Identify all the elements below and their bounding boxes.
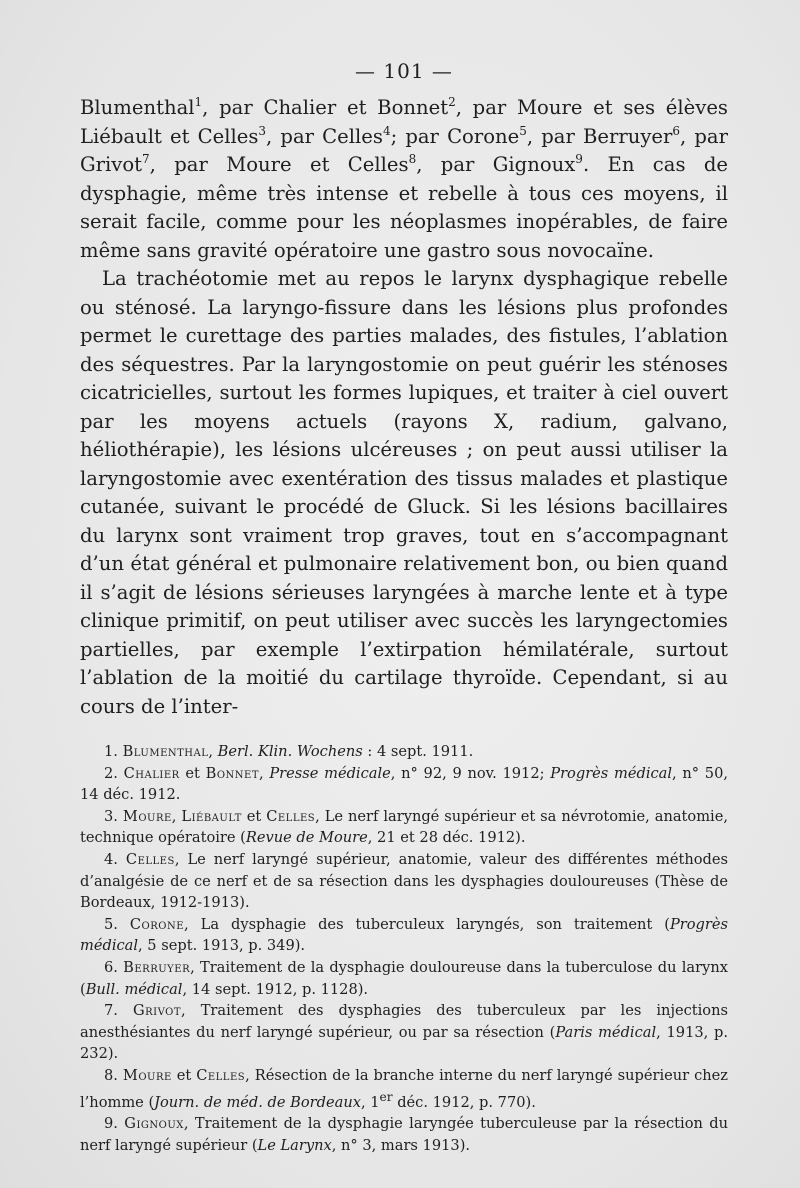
text-run: 4. <box>104 850 126 868</box>
footnote <box>80 763 728 806</box>
footnote <box>80 1000 728 1065</box>
text-run: 8. <box>104 1066 123 1084</box>
text-run: ; par Corone <box>390 124 520 148</box>
text-run: , Le nerf laryngé supérieur, anatomie, valeur des différentes méthodes d’analgésie de ce nerf et de sa résection dans les dysphagies douloureuses (Thèse de Bordeaux, 1912-1913). <box>80 850 728 912</box>
footnote <box>80 741 728 763</box>
body-paragraph <box>80 265 728 721</box>
text-run: , Traitement de la dysphagie laryngée tuberculeuse par la résection du nerf laryngé supérieur ( <box>80 1114 728 1154</box>
footnote-marker: 3 <box>258 123 267 138</box>
footnote-marker: er <box>379 1089 393 1104</box>
footnote-marker: 7 <box>142 152 150 166</box>
footnote <box>80 1065 728 1113</box>
author-name: Celles <box>196 1066 246 1084</box>
text-run: . En cas de dysphagie, même très intense et rebelle à tous ces moyens, il serait facile, comme pour les néoplasmes inopérables, de faire même sans gravité opératoire une gastro sous novocaïne. <box>80 153 728 262</box>
source-title: Le Larynx <box>257 1136 332 1154</box>
footnote <box>80 1113 728 1156</box>
text-run: , 1913, p. 232). <box>80 1023 728 1063</box>
text-run: , n° 92, 9 nov. 1912; <box>390 764 551 782</box>
text-run: , n° 50, 14 déc. 1912. <box>80 764 728 804</box>
text-run: : 4 sept. 1911. <box>362 743 474 760</box>
source-title: Revue de Moure <box>245 829 368 847</box>
text-run: , par Chalier et Bonnet <box>202 96 449 119</box>
text-run: , par Gignoux <box>416 153 576 176</box>
footnote <box>80 914 728 957</box>
footnote-marker: 5 <box>519 123 527 138</box>
source-title: Presse médicale <box>269 764 391 782</box>
text-run: , Traitement des dysphagies des tuberculeux par les injections anesthésiantes du nerf laryngé supérieur, ou par sa résection ( <box>80 1002 728 1041</box>
text-run: , <box>259 764 270 782</box>
text-run: et <box>179 764 206 782</box>
source-title: Progrès médical <box>550 764 673 782</box>
footnote-marker: 2 <box>448 95 456 109</box>
text-run: , <box>171 807 182 825</box>
text-run: , 5 sept. 1913, p. 349). <box>138 937 306 955</box>
text-run: , La dysphagie des tuberculeux laryngés, son traitement ( <box>184 915 670 933</box>
author-name: Bonnet <box>205 764 259 782</box>
text-run: 3. <box>104 807 123 825</box>
text-run: , par Moure et Celles <box>149 153 409 176</box>
page-number: — 101 — <box>355 59 453 83</box>
footnote-marker: 8 <box>408 152 417 166</box>
source-title: Progrès médical <box>80 915 728 955</box>
author-name: Liébault <box>181 807 242 825</box>
text-run: , n° 3, mars 1913). <box>331 1136 471 1154</box>
text-run: Blumenthal <box>80 96 195 119</box>
footnote <box>80 957 728 1000</box>
text-run: , <box>208 743 218 760</box>
text-run: , 14 sept. 1912, p. 1128). <box>182 980 369 998</box>
text-run: La trachéotomie met au repos le larynx dysphagique rebelle ou sténosé. La laryngo-fissure dans les lésions plus profondes permet le curettage des parties malades, des fistules, l’ablation des séquestres. Par la laryngostomie on peut guérir les sténoses cicatricielles, surtout les formes lupiques, et traiter à ciel ouvert par les moyens actuels (rayons X, radium, galvano, héliothérapie), les lésions ulcéreuses ; on peut aussi utiliser la laryngostomie avec exentération des tissus malades et plastique cutanée, suivant le procédé de Gluck. Si les lésions bacillaires du larynx sont vraiment trop graves, tout en s’accompagnant d’un état général et pulmonaire relativement bon, ou bien quand il s’agit de lésions sérieuses laryngées à marche lente et à type clinique primitif, on peut utiliser avec succès les laryngectomies partielles, par exemple l’extirpation hémilatérale, surtout l’ablation de la moitié du cartilage thyroïde. Cependant, si au cours de l’inter- <box>80 267 728 718</box>
text-run: et <box>241 807 267 825</box>
author-name: Chalier <box>123 764 180 782</box>
footnote-marker: 6 <box>672 123 681 138</box>
text-run: 7. <box>104 1002 133 1020</box>
source-title: Paris médical <box>555 1023 657 1041</box>
author-name: Grivot <box>132 1002 182 1020</box>
text-run: , 21 et 28 déc. 1912). <box>367 829 526 847</box>
text-run: et <box>171 1066 197 1084</box>
source-title: Berl. Klin. Wochens <box>217 743 363 760</box>
text-run: , par Moure et ses élèves Liébault et Celles <box>80 96 728 148</box>
body-paragraph <box>80 94 728 265</box>
text-run: 6. <box>104 958 124 976</box>
footnote-marker: 9 <box>575 152 583 166</box>
text-run: , par Grivot <box>80 124 728 176</box>
text-run: 2. <box>104 764 124 782</box>
text-run: 5. <box>104 915 130 933</box>
author-name: Berruyer <box>123 958 191 976</box>
text-run: déc. 1912, p. 770). <box>392 1093 536 1111</box>
footnote-marker: 4 <box>382 123 391 138</box>
text-run: 1. <box>104 743 123 760</box>
author-name: Moure <box>122 807 172 825</box>
author-name: Celles <box>125 850 175 868</box>
footnote <box>80 849 728 914</box>
text-run: , 1 <box>360 1093 380 1111</box>
author-name: Corone <box>129 915 185 933</box>
text-run: , par Celles <box>266 124 383 148</box>
source-title: Bull. médical <box>85 980 183 998</box>
footnotes <box>80 741 728 1156</box>
footnote <box>80 806 728 849</box>
text-run: , Traitement de la dysphagie douloureuse dans la tuberculose du larynx ( <box>80 958 728 998</box>
footnote-marker: 1 <box>194 95 203 109</box>
text-run: , Résection de la branche interne du nerf laryngé supérieur chez l’homme ( <box>80 1066 728 1111</box>
body-text <box>80 94 728 721</box>
author-name: Celles <box>266 807 316 825</box>
source-title: Journ. de méd. de Bordeaux <box>154 1093 361 1111</box>
author-name: Blumenthal <box>122 743 209 760</box>
author-name: Moure <box>122 1066 172 1084</box>
text-run: , Le nerf laryngé supérieur et sa névrotomie, anatomie, technique opératoire ( <box>80 807 728 847</box>
text-run: , par Berruyer <box>526 124 673 148</box>
author-name: Gignoux <box>124 1114 184 1132</box>
text-run: 9. <box>104 1114 125 1132</box>
